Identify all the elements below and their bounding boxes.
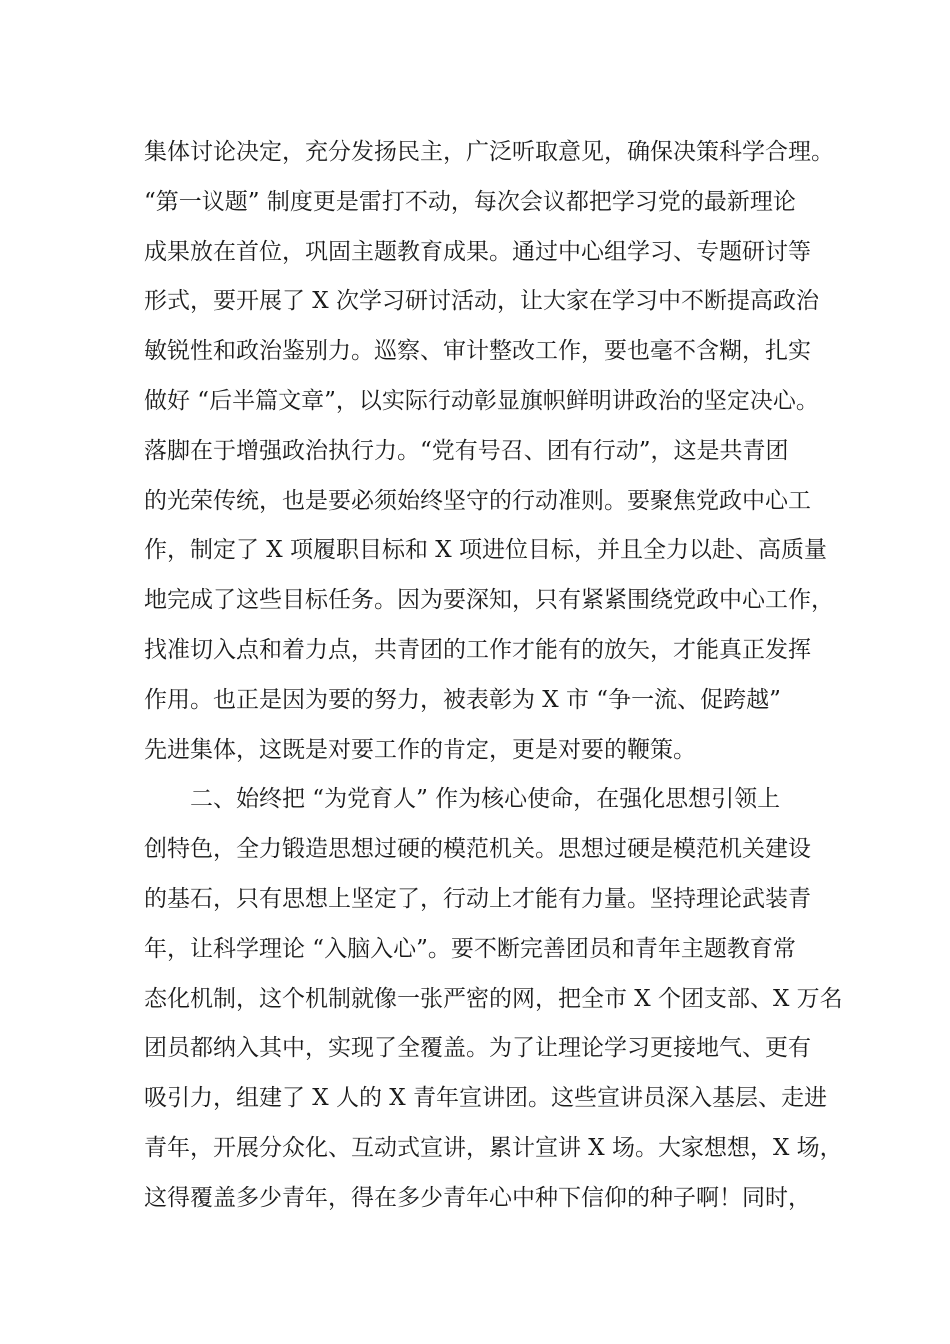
text-line: 创特色，全力锻造思想过硬的模范机关。思想过硬是模范机关建设 <box>144 836 811 863</box>
text-line: 做好 “后半篇文章”，以实际行动彰显旗帜鲜明讲政治的坚定决心。 <box>144 387 819 414</box>
text-line: 地完成了这些目标任务。因为要深知，只有紧紧围绕党政中心工作， <box>144 587 834 614</box>
text-line: 集体讨论决定，充分发扬民主，广泛听取意见，确保决策科学合理。 <box>144 139 834 165</box>
text-line: 的基石，只有思想上坚定了，行动上才能有力量。坚持理论武装青 <box>144 885 811 912</box>
text-line: 形式，要开展了 X 次学习研讨活动，让大家在学习中不断提高政治 <box>144 288 819 315</box>
section-heading-line: 二、始终把 “为党育人” 作为核心使命，在强化思想引领上 <box>190 786 781 813</box>
text-line: 态化机制，这个机制就像一张严密的网，把全市 X 个团支部、X 万名 <box>144 985 843 1012</box>
text-line: 找准切入点和着力点，共青团的工作才能有的放矢，才能真正发挥 <box>144 636 811 663</box>
text-line: 作用。也正是因为要的努力，被表彰为 X 市 “争一流、促跨越” <box>144 686 781 713</box>
text-line: 的光荣传统，也是要必须始终坚守的行动准则。要聚焦党政中心工 <box>144 487 811 514</box>
text-line: 先进集体，这既是对要工作的肯定，更是对要的鞭策。 <box>144 736 696 763</box>
text-line: 成果放在首位，巩固主题教育成果。通过中心组学习、专题研讨等 <box>144 238 811 265</box>
text-line: 吸引力，组建了 X 人的 X 青年宣讲团。这些宣讲员深入基层、走进 <box>144 1085 827 1112</box>
text-line: 作，制定了 X 项履职目标和 X 项进位目标，并且全力以赴、高质量 <box>144 537 827 564</box>
text-line: 青年，开展分众化、互动式宣讲，累计宣讲 X 场。大家想想，X 场， <box>144 1134 843 1161</box>
text-line: 年，让科学理论 “入脑入心”。要不断完善团员和青年主题教育常 <box>144 935 796 962</box>
text-line: “第一议题” 制度更是雷打不动，每次会议都把学习党的最新理论 <box>144 188 796 215</box>
text-line: 这得覆盖多少青年，得在多少青年心中种下信仰的种子啊！同时， <box>144 1184 811 1211</box>
text-line: 敏锐性和政治鉴别力。巡察、审计整改工作，要也毫不含糊，扎实 <box>144 338 811 365</box>
text-line: 团员都纳入其中，实现了全覆盖。为了让理论学习更接地气、更有 <box>144 1035 811 1062</box>
text-line: 落脚在于增强政治执行力。“党有号召、团有行动”，这是共青团 <box>144 437 789 464</box>
body-text <box>144 128 843 1224</box>
